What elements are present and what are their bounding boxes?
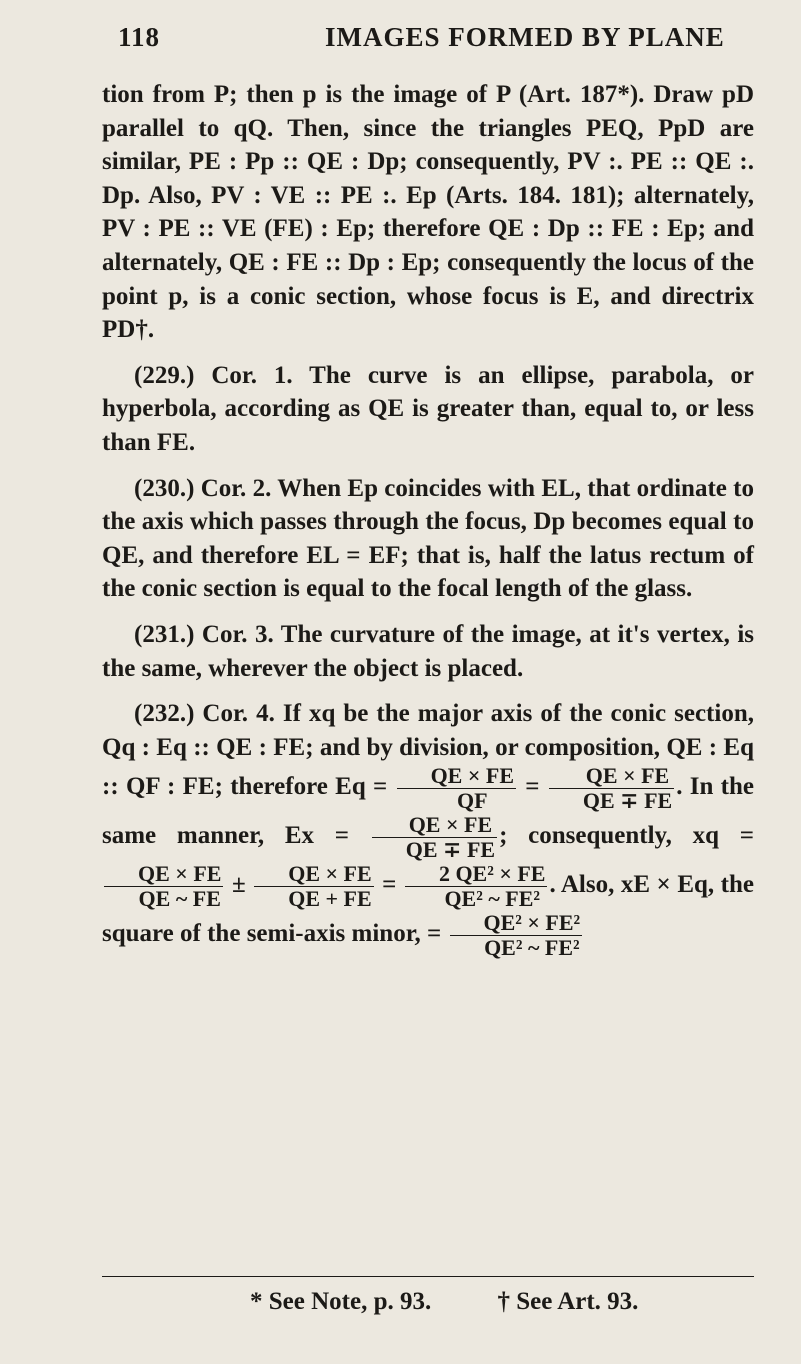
paragraph-continuation: tion from P; then p is the image of P (Art. 187*). Draw pD parallel to qQ. Then, since the triangles PEQ, PpD are similar, PE : Pp :: QE : Dp; consequently, PV :. PE :: QE :. Dp. Also, PV : VE :: PE :. Ep (Arts. 184. 181); alternately, PV : PE :: VE (FE) : Ep; therefore QE : Dp :: FE : Ep; and alternately, QE : FE :: Dp : Ep; consequently the locus of the point p, is a conic section, whose focus is E, and directrix PD†.: [102, 81, 754, 344]
fraction-denominator: QE² ~ FE²: [484, 935, 580, 961]
fraction-denominator: QE + FE: [288, 886, 372, 912]
fraction-numerator: QE × FE: [104, 862, 223, 887]
fraction-6: [405, 862, 548, 911]
cor-4-text-c: consequently, xq =: [528, 822, 754, 850]
footnote-1: * See Note, p. 93.: [250, 1288, 432, 1315]
fraction-3: [372, 813, 497, 862]
fraction-numerator: QE × FE: [372, 813, 497, 838]
fraction-denominator: QE² ~ FE²: [444, 886, 540, 912]
paragraph-cor-2: (230.) Cor. 2. When Ep coincides with EL, that ordinate to the axis which passes through the focus, Dp becomes equal to QE, and therefore EL = EF; that is, half the latus rectum of the conic section is equal to the focal length of the glass.: [102, 474, 754, 603]
page-body: [102, 78, 754, 960]
cor-4-text-e: semi-axis minor, =: [246, 920, 442, 948]
cor-4-text-d: Also, xE × Eq, the square of the: [102, 871, 754, 948]
fraction-1: [397, 764, 516, 813]
fraction-4: [104, 862, 223, 911]
fraction-numerator: 2 QE² × FE: [405, 862, 548, 887]
page-number: 118: [118, 22, 161, 52]
footnotes: [250, 1288, 770, 1316]
fraction-denominator: QE ∓ FE: [582, 788, 673, 814]
paragraph-cor-4: (232.) Cor. 4. If xq be the major axis of the conic section, Qq : Eq :: QE : FE; and by division, or composition, QE : Eq :: QF : FE; therefore Eq = $\frac{QE \times FE}{QF}$ = $\frac{QE \times FE}{QE \mp FE}$ . In the same manner, Ex = $\frac{QE \times FE}{QE \mp FE}$ ; consequently, xq = $\frac{QE \times FE}{QE \sim FE}$ ± $\frac{QE \times FE}{QE + FE}$ = $\frac{\text{2 QE² × FE}}{\text{QE² \textasciitilde{} FE²}}$ . Also, xE × Eq, the square of the semi-axis minor, = $\frac{\text{QE² × FE²}}{\text{QE² \textasciitilde{} FE²}}$: [102, 700, 754, 961]
fraction-denominator: QE ∓ FE: [405, 837, 496, 863]
fraction-numerator: QE × FE: [549, 764, 674, 789]
footnote-2: † See Art. 93.: [497, 1288, 639, 1315]
paragraph-cor-3: (231.) Cor. 3. The curvature of the image, at it's vertex, is the same, wherever the object is placed.: [102, 620, 754, 682]
fraction-denominator: QE ~ FE: [138, 886, 221, 912]
fraction-numerator: QE² × FE²: [450, 911, 583, 936]
cor-4-text-b: In the same manner, Ex =: [102, 773, 754, 850]
fraction-7: [450, 911, 583, 960]
paragraph-cor-1: (229.) Cor. 1. The curve is an ellipse, parabola, or hyperbola, according as QE is greater than, equal to, or less than FE.: [102, 361, 754, 456]
fraction-2: [549, 764, 674, 813]
fraction-numerator: QE × FE: [254, 862, 373, 887]
running-title: IMAGES FORMED BY PLANE: [325, 22, 725, 52]
fraction-5: [254, 862, 373, 911]
fraction-denominator: QF: [457, 788, 488, 814]
fraction-numerator: QE × FE: [397, 764, 516, 789]
cor-4-text-a: (232.) Cor. 4. If xq be the major axis of the conic section, Qq : Eq :: QE : FE; and by division, or composition, QE : Eq :: QF : FE; therefore Eq =: [102, 700, 754, 801]
footnote-rule: [102, 1276, 754, 1277]
